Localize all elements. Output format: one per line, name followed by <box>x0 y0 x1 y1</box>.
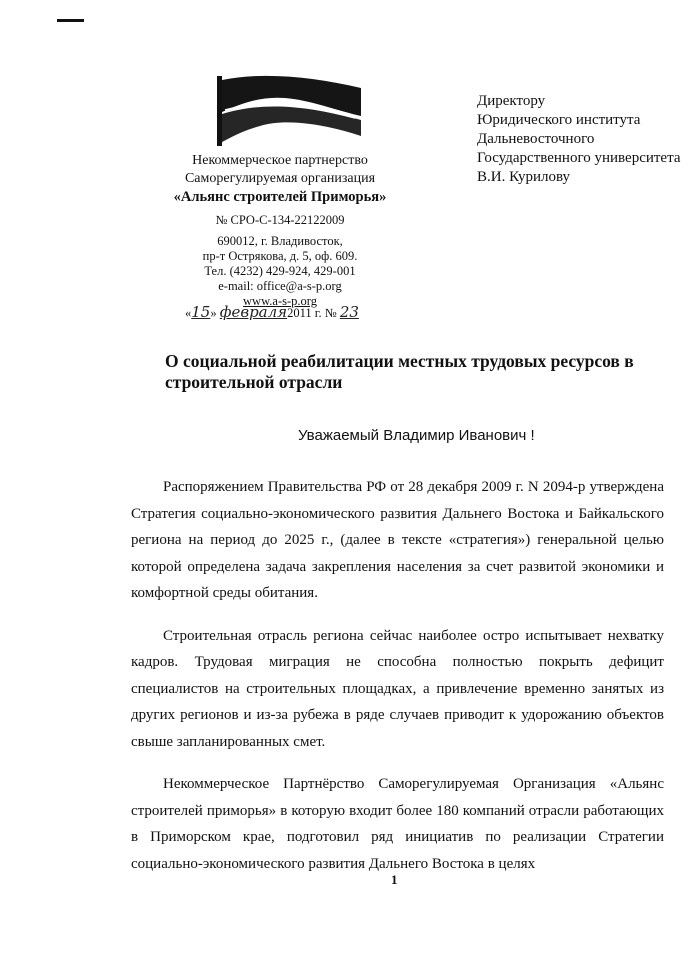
sender-line: Некоммерческое партнерство <box>192 153 368 168</box>
quote-close: » <box>210 306 217 320</box>
address-line: e-mail: office@a-s-p.org <box>218 279 342 293</box>
quote-open: « <box>185 306 192 320</box>
sender-org-name: «Альянс строителей Приморья» <box>173 189 387 205</box>
number-label: № <box>324 306 337 320</box>
handwritten-month: февраля <box>219 303 288 321</box>
recipient-line: Директору <box>477 93 546 109</box>
recipient-block <box>477 92 680 187</box>
letter-body <box>131 474 664 893</box>
organization-logo <box>215 74 363 148</box>
recipient-line: В.И. Курилову <box>477 169 571 185</box>
registration-number: № СРО-С-134-22122009 <box>215 213 345 227</box>
corner-mark <box>57 19 84 22</box>
address-line: 690012, г. Владивосток, <box>217 234 343 248</box>
sender-block <box>150 152 410 309</box>
letter-subject: О социальной реабилитации местных трудовых ресурсов в строительной отрасли <box>165 351 634 392</box>
body-paragraph: Некоммерческое Партнёрство Саморегулируемая Организация «Альянс строителей приморья» в которую входит более 180 компаний отрасли работающих в Приморском крае, подготовил ряд инициатив по реализации Стратегии социально-экономического развития Дальнего Востока в целях <box>131 776 664 872</box>
sender-line: Саморегулируемая организация <box>184 171 376 186</box>
letter-year: 2011 г. <box>287 306 322 320</box>
address-line: Тел. (4232) 429-924, 429-001 <box>204 264 356 278</box>
handwritten-day: 15 <box>191 303 211 321</box>
recipient-line: Юридического института <box>477 112 641 128</box>
page-number: 1 <box>391 872 398 887</box>
letter-reference <box>185 303 359 321</box>
body-paragraph: Распоряжением Правительства РФ от 28 декабря 2009 г. N 2094-р утверждена Стратегия социально-экономического развития Дальнего Востока и Байкальского региона на период до 2025 г., (далее в тексте «стратегия») генеральной целью которой определена задача закрепления населения за счет развитой экономики и комфортной среды обитания. <box>131 479 664 601</box>
recipient-line: Дальневосточного <box>477 131 595 147</box>
handwritten-number: 23 <box>339 303 359 321</box>
body-paragraph: Строительная отрасль региона сейчас наиболее остро испытывает нехватку кадров. Трудовая миграция не способна полностью покрыть дефицит специалистов на строительных площадках, а привлечение временно занятых из других регионов и из-за рубежа в ряде случаев приводит к удорожанию объектов свыше запланированных смет. <box>131 627 664 750</box>
address-line: пр-т Острякова, д. 5, оф. 609. <box>202 249 358 263</box>
greeting: Уважаемый Владимир Иванович ! <box>298 427 535 444</box>
website-link[interactable]: www.a-s-p.org <box>243 294 317 308</box>
recipient-line: Государственного университета <box>477 150 681 166</box>
